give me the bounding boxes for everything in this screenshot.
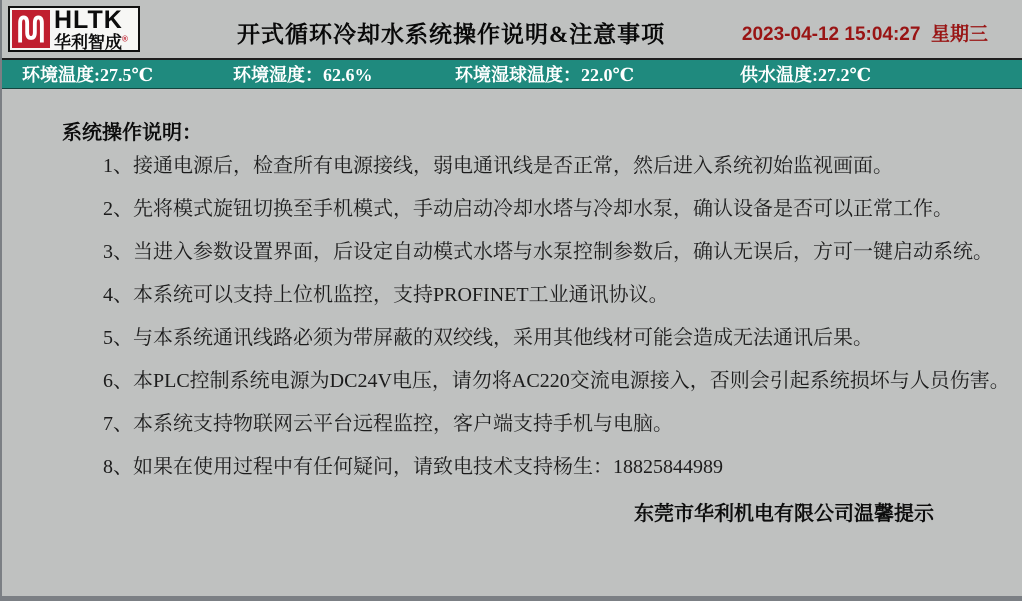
ambient-temperature-value: 环境温度:27.5℃ <box>22 65 154 85</box>
logo-text <box>54 5 128 52</box>
window-left-edge <box>0 0 2 601</box>
company-logo <box>8 6 140 52</box>
page-title: 开式循环冷却水系统操作说明&注意事项 <box>237 22 666 47</box>
instruction-item: 1、接通电源后，检查所有电源接线，弱电通讯线是否正常，然后进入系统初始监视画面。 <box>103 155 893 177</box>
status-bar <box>0 58 1022 89</box>
instruction-item: 4、本系统可以支持上位机监控，支持PROFINET工业通讯协议。 <box>103 284 669 306</box>
instructions-list <box>103 153 1016 480</box>
supply-water-temperature-value: 供水温度:27.2℃ <box>740 65 872 85</box>
wet-bulb-temperature-value: 环境湿球温度：22.0℃ <box>455 65 635 85</box>
header-bar <box>0 0 1022 58</box>
logo-abbr: HLTK <box>54 5 123 34</box>
instruction-item: 8、如果在使用过程中有任何疑问，请致电技术支持杨生：18825844989 <box>103 456 723 478</box>
instruction-item: 5、与本系统通讯线路必须为带屏蔽的双绞线，采用其他线材可能会造成无法通讯后果。 <box>103 327 873 349</box>
instruction-item: 6、本PLC控制系统电源为DC24V电压，请勿将AC220交流电源接入，否则会引起系统损坏与人员伤害。 <box>103 370 1010 392</box>
company-signoff: 东莞市华利机电有限公司温馨提示 <box>634 503 934 525</box>
instructions-heading: 系统操作说明： <box>62 122 202 144</box>
logo-coil-icon <box>12 10 50 48</box>
window-bottom-edge <box>0 596 1022 601</box>
instruction-item: 7、本系统支持物联网云平台远程监控，客户端支持手机与电脑。 <box>103 413 673 435</box>
instructions-panel <box>0 90 1022 596</box>
registered-mark: ® <box>122 33 128 43</box>
instruction-item: 3、当进入参数设置界面，后设定自动模式水塔与水泵控制参数后，确认无误后，方可一键启动系统。 <box>103 241 993 263</box>
ambient-humidity-value: 环境湿度：62.6% <box>233 65 373 85</box>
instruction-item: 2、先将模式旋钮切换至手机模式，手动启动冷却水塔与冷却水泵，确认设备是否可以正常工作。 <box>103 198 953 220</box>
logo-company-name: 华利智成® <box>54 32 128 52</box>
datetime-display: 2023-04-12 15:04:27 星期三 <box>741 24 988 45</box>
